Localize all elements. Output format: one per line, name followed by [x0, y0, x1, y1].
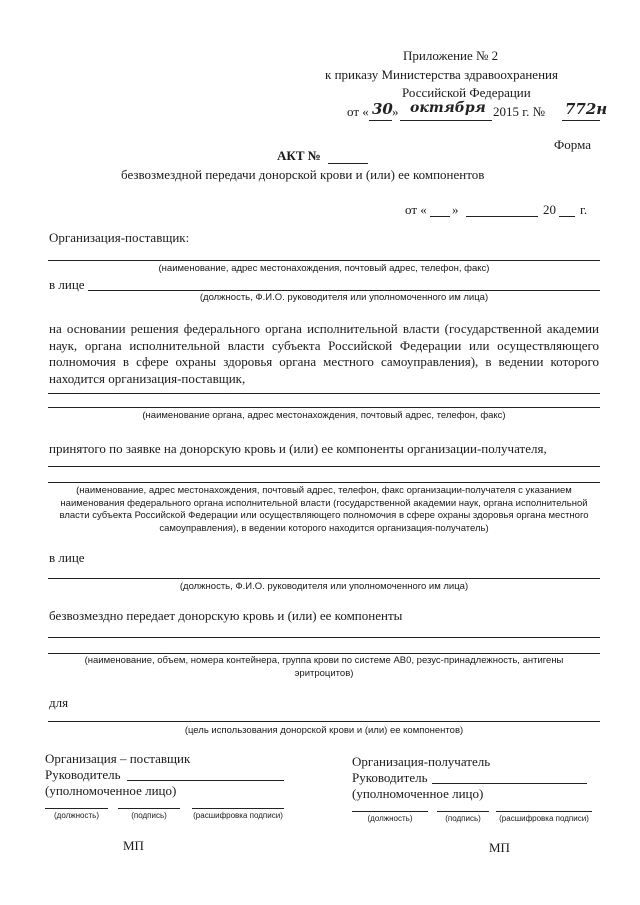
act-date-close: » [452, 202, 459, 217]
recipient-signature-line [437, 811, 489, 812]
supplier-stamp-place: МП [123, 838, 144, 853]
request-text: принятого по заявке на донорскую кровь и (или) ее компоненты организации-получателя, [49, 441, 547, 456]
date-day-line [369, 120, 392, 121]
request-line-1 [48, 466, 600, 467]
request-caption: (наименование, адрес местонахождения, почтовый адрес, телефон, факс организации-получателя с указанием наименования федерального органа исполнительной власти (государственной академии наук, органа исполнительной власти субъекта Российской Федерации или осуществляющего полномочия в сфере охраны здоровья органа местного самоуправления), в ведении которого находится организация-получатель) [59, 485, 589, 534]
purpose-label: для [49, 695, 69, 710]
act-year-prefix: 20 [543, 202, 556, 217]
act-number-line [328, 163, 368, 164]
transfer-line-2 [48, 653, 600, 654]
recipient-head-line [432, 783, 587, 784]
order-number-handwritten: 772н [565, 100, 608, 118]
form-label: Форма [554, 137, 591, 152]
recipient-position-caption: (должность) [367, 814, 413, 823]
federation-line: Российской Федерации [402, 85, 531, 100]
recipient-org-label: Организация-получатель [352, 754, 491, 769]
recipient-authorized-label: (уполномоченное лицо) [352, 786, 484, 801]
order-number-line [562, 120, 600, 121]
date-prefix: от « [347, 104, 369, 119]
basis-paragraph-text: на основании решения федерального органа исполнительной власти (государственной академии наук, органа исполнительной власти субъекта Российской Федерации или осуществляющего полномочия в сфере охраны здоровья органа местного самоуправления), в ведении которого находится организация-поставщик, [49, 321, 599, 386]
supplier-signature-caption: (подпись) [131, 811, 167, 820]
date-mid: » [392, 104, 399, 119]
act-year-line [559, 216, 575, 217]
supplier-decoding-caption: (расшифровка подписи) [193, 811, 283, 820]
recipient-decoding-line [496, 811, 592, 812]
supplier-person-line [88, 290, 600, 291]
act-date-prefix: от « [405, 202, 427, 217]
recipient-head-label: Руководитель [352, 770, 428, 785]
date-month-handwritten: октября [410, 100, 486, 116]
recipient-person-label: в лице [49, 550, 85, 565]
transfer-text: безвозмездно передает донорскую кровь и (или) ее компоненты [49, 608, 403, 623]
supplier-position-caption: (должность) [54, 811, 99, 820]
act-title-text: АКТ № [277, 148, 321, 163]
basis-paragraph [49, 321, 599, 387]
request-line-2 [48, 482, 600, 483]
recipient-person-caption: (должность, Ф.И.О. руководителя или уполномоченного им лица) [179, 581, 469, 592]
supplier-head-label: Руководитель [45, 767, 121, 782]
supplier-person-label: в лице [49, 277, 85, 292]
purpose-line [48, 721, 600, 722]
supplier-person-caption: (должность, Ф.И.О. руководителя или уполномоченного им лица) [199, 292, 489, 303]
supplier-head-line [127, 780, 284, 781]
act-year-suffix: г. [580, 202, 588, 217]
purpose-caption: (цель использования донорской крови и (или) ее компонентов) [184, 725, 464, 736]
basis-line-1 [48, 393, 600, 394]
act-subtitle: безвозмездной передачи донорской крови и (или) ее компонентов [121, 167, 485, 182]
supplier-position-line [45, 808, 108, 809]
supplier-org-label: Организация – поставщик [45, 751, 191, 766]
order-line: к приказу Министерства здравоохранения [325, 67, 558, 82]
appendix-label: Приложение № 2 [403, 48, 499, 63]
date-year: 2015 г. № [493, 104, 546, 119]
supplier-signature-line [118, 808, 180, 809]
supplier-caption: (наименование, адрес местонахождения, почтовый адрес, телефон, факс) [158, 263, 490, 274]
supplier-line [48, 260, 600, 261]
recipient-signature-caption: (подпись) [445, 814, 481, 823]
act-date-day-line [430, 216, 450, 217]
transfer-caption: (наименование, объем, номера контейнера, группа крови по системе AB0, резус-принадлежность, антигены эритроцитов) [84, 655, 564, 679]
basis-line-2 [48, 407, 600, 408]
supplier-decoding-line [192, 808, 284, 809]
transfer-line-1 [48, 637, 600, 638]
recipient-stamp-place: МП [489, 840, 510, 855]
supplier-authorized-label: (уполномоченное лицо) [45, 783, 177, 798]
date-day-handwritten: 30 [372, 100, 393, 118]
recipient-position-line [352, 811, 428, 812]
date-month-line [400, 120, 492, 121]
basis-caption: (наименование органа, адрес местонахождения, почтовый адрес, телефон, факс) [142, 410, 506, 421]
act-date-month-line [466, 216, 538, 217]
supplier-label: Организация-поставщик: [49, 230, 190, 245]
recipient-decoding-caption: (расшифровка подписи) [499, 814, 589, 823]
recipient-person-line [48, 578, 600, 579]
